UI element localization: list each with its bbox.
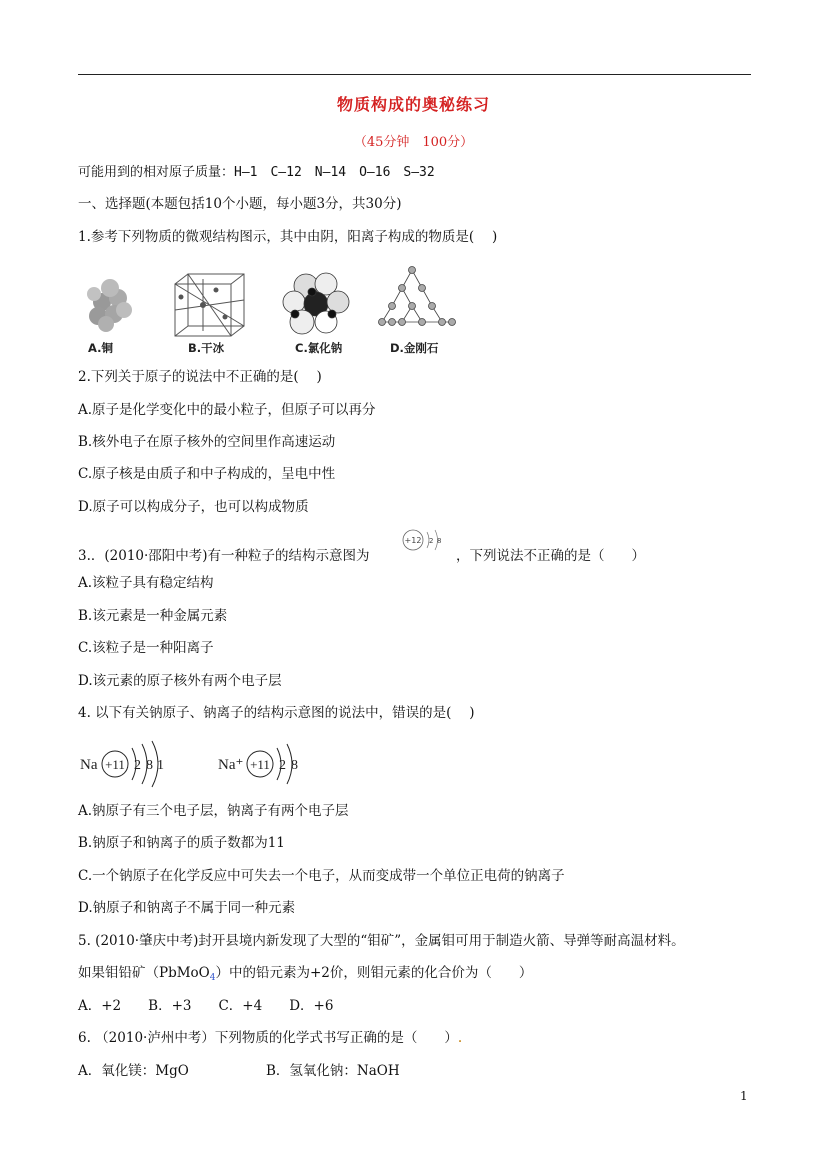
q2-stem: 2.下列关于原子的说法中不正确的是( ) <box>78 369 322 385</box>
q6-option-b: B．氢氧化钠：NaOH <box>266 1063 400 1079</box>
caption-b: B.干冰 <box>188 341 225 355</box>
svg-text:+11: +11 <box>250 757 270 772</box>
q2-option-c: C.原子核是由质子和中子构成的，呈电中性 <box>78 466 336 482</box>
q4-stem: 4. 以下有关钠原子、钠离子的结构示意图的说法中，错误的是( ) <box>78 705 475 721</box>
document-title: 物质构成的奥秘练习 <box>336 95 490 114</box>
q4-option-b: B.钠原子和钠离子的质子数都为11 <box>78 835 285 851</box>
svg-text:+12: +12 <box>404 536 422 545</box>
q5-stem-line2: 如果钼铅矿（PbMoO$_4$）中的铅元素为+2价，则钼元素的化合价为（ ） <box>78 965 533 983</box>
sodium-atom-diagram <box>80 741 164 787</box>
q5-options: A．+2 B．+3 C．+4 D．+6 <box>78 998 334 1014</box>
q2-option-d: D.原子可以构成分子，也可以构成物质 <box>78 499 309 515</box>
svg-text:8: 8 <box>437 537 442 545</box>
q1-structure-figure <box>80 262 460 362</box>
caption-a: A.铜 <box>88 341 113 355</box>
q3-option-a: A.该粒子具有稳定结构 <box>78 575 214 591</box>
q3-option-c: C.该粒子是一种阳离子 <box>78 640 214 656</box>
q4-option-a: A.钠原子有三个电子层，钠离子有两个电子层 <box>78 803 349 819</box>
q2-option-a: A.原子是化学变化中的最小粒子，但原子可以再分 <box>78 402 376 418</box>
page-number: 1 <box>740 1089 748 1103</box>
q6-stem: 6. （2010·泸州中考）下列物质的化学式书写正确的是（ ） <box>78 1030 458 1046</box>
caption-d: D.金刚石 <box>390 341 439 355</box>
q6-option-a: A．氧化镁：MgO <box>78 1063 189 1079</box>
svg-text:8: 8 <box>291 758 298 773</box>
q4-sodium-diagrams <box>80 738 320 788</box>
section-heading: 一、选择题(本题包括10个小题，每小题3分，共30分) <box>78 196 402 212</box>
atomic-masses: 可能用到的相对原子质量：H—1 C—12 N—14 O—16 S—32 <box>78 165 435 180</box>
copper-structure-icon <box>87 279 132 332</box>
dry-ice-structure-icon <box>175 274 244 336</box>
q5-stem-line1: 5. (2010·肇庆中考)封开县境内新发现了大型的“钼矿”，金属钼可用于制造火箭、导弹等耐高温材料。 <box>78 933 685 949</box>
q3-stem-start: 3.．(2010·邵阳中考)有一种粒子的结构示意图为 <box>78 548 370 564</box>
svg-text:1: 1 <box>157 758 164 773</box>
q3-ion-structure-diagram <box>400 528 456 564</box>
sodium-chloride-structure-icon <box>283 273 349 334</box>
document-subtitle: （45分钟 100分） <box>353 135 474 150</box>
q4-option-d: D.钠原子和钠离子不属于同一种元素 <box>78 900 296 916</box>
q2-option-b: B.核外电子在原子核外的空间里作高速运动 <box>78 434 336 450</box>
svg-text:2: 2 <box>134 758 141 773</box>
q6-stem-line: 6. （2010·泸州中考）下列物质的化学式书写正确的是（ ）. <box>78 1030 463 1046</box>
q1-stem: 1.参考下列物质的微观结构图示，其中由阴，阳离子构成的物质是( ) <box>78 229 498 245</box>
svg-text:8: 8 <box>146 758 153 773</box>
q4-option-c: C.一个钠原子在化学反应中可失去一个电子，从而变成带一个单位正电荷的钠离子 <box>78 868 565 884</box>
q3-stem-end: ，下列说法不正确的是（ ） <box>456 548 645 564</box>
svg-text:Na: Na <box>80 757 98 773</box>
svg-text:Na⁺: Na⁺ <box>218 757 244 773</box>
caption-c: C.氯化钠 <box>295 341 343 355</box>
sodium-ion-diagram <box>218 744 298 784</box>
svg-text:+11: +11 <box>105 757 125 772</box>
svg-text:2: 2 <box>429 537 434 545</box>
q3-option-d: D.该元素的原子核外有两个电子层 <box>78 673 282 689</box>
q3-option-b: B.该元素是一种金属元素 <box>78 608 228 624</box>
diamond-structure-icon <box>379 267 456 326</box>
header-rule <box>78 74 751 75</box>
svg-text:2: 2 <box>279 758 286 773</box>
